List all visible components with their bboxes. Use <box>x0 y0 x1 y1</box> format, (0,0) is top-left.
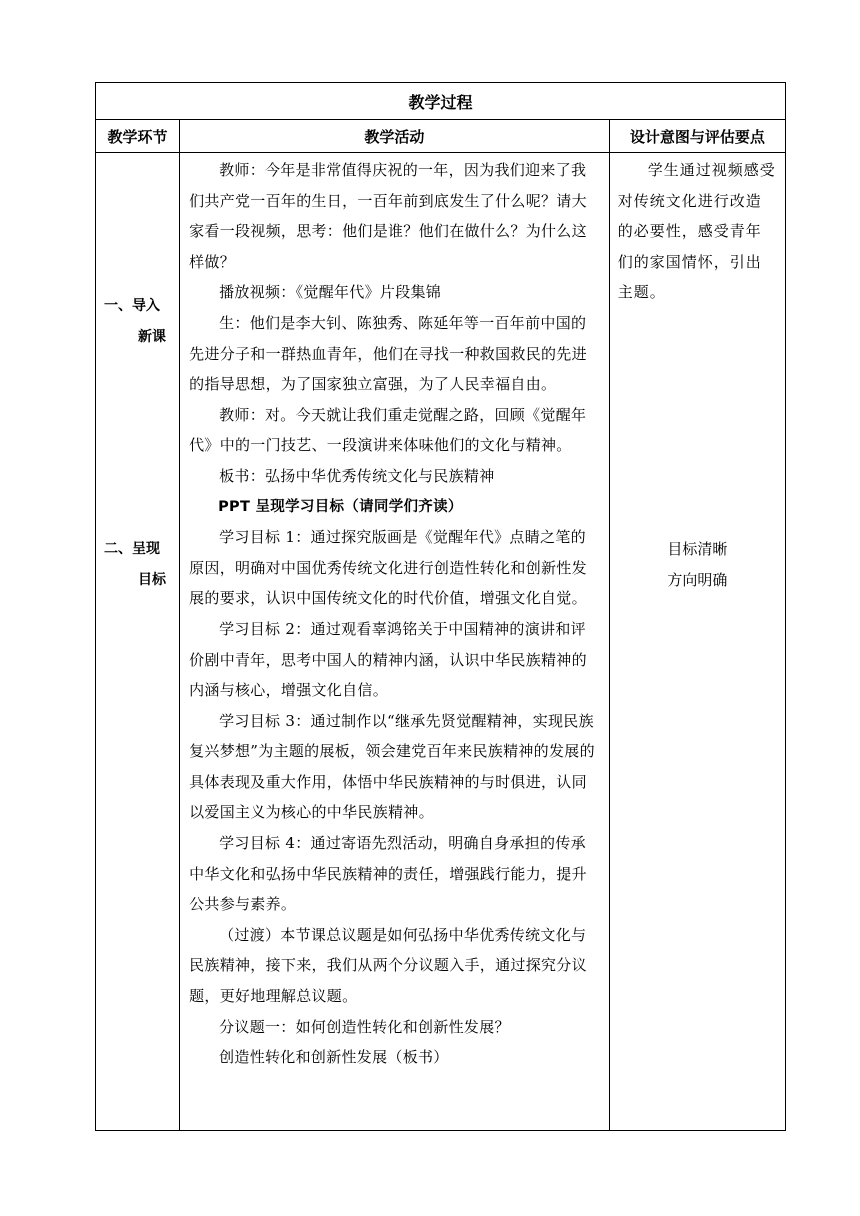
stage-intro <box>104 291 176 352</box>
activity-paragraph: 教师：对。今天就让我们重走觉醒之路，回顾《觉醒年代》中的一门技艺、一段演讲来体味他们的文化与精神。 <box>189 405 587 455</box>
activity-paragraph: （过渡）本节课总议题是如何弘扬中华优秀传统文化与民族精神，接下来，我们从两个分议题入手，通过探究分议题，更好地理解总议题。 <box>189 925 587 1006</box>
activity-paragraph: 教师：今年是非常值得庆祝的一年，因为我们迎来了我们共产党一百年的生日，一百年前到底发生了什么呢？请大家看一段视频，思考：他们是谁？他们在做什么？为什么这样做？ <box>189 161 587 271</box>
design-column <box>609 153 785 1131</box>
activity-paragraph: 学习目标 1：通过探究版画是《觉醒年代》点睛之笔的原因，明确对中国优秀传统文化进行创造性转化和创新性发展的要求，认识中国传统文化的时代价值，增强文化自觉。 <box>189 528 587 608</box>
activity-paragraph-heading: PPT 呈现学习目标（请同学们齐读） <box>218 498 463 515</box>
activity-paragraph: 学习目标 2：通过观看辜鸿铭关于中国精神的演讲和评价剧中青年，思考中国人的精神内涵，认识中华民族精神的内涵与核心，增强文化自信。 <box>189 619 587 700</box>
design-note-goals-line2: 方向明确 <box>667 570 728 589</box>
teaching-process-table <box>95 82 786 1131</box>
activity-paragraph: 板书：弘扬中华优秀传统文化与民族精神 <box>219 466 495 485</box>
stage-goals-line2: 目标 <box>138 571 166 588</box>
activity-paragraph: 学习目标 3：通过制作以“继承先贤觉醒精神，实现民族复兴梦想”为主题的展板，领会建党百年来民族精神的发展的具体表现及重大作用，体悟中华民族精神的与时俱进，认同以爱国主义为核心的中华民族精神。 <box>189 711 595 822</box>
header-activity: 教学活动 <box>180 120 610 153</box>
table-title: 教学过程 <box>96 83 786 120</box>
activity-column <box>180 153 610 1131</box>
stage-goals <box>104 534 176 595</box>
activity-paragraph: 分议题一：如何创造性转化和创新性发展？ <box>219 1017 510 1036</box>
stage-column <box>96 153 180 1131</box>
stage-goals-line1: 二、呈现 <box>104 541 160 557</box>
activity-paragraph: 生：他们是李大钊、陈独秀、陈延年等一百年前中国的先进分子和一群热血青年，他们在寻找一种救国救民的先进的指导思想，为了国家独立富强，为了人民幸福自由。 <box>189 313 587 394</box>
activity-paragraph: 学习目标 4：通过寄语先烈活动，明确自身承担的传承中华文化和弘扬中华民族精神的责任，增强践行能力，提升公共参与素养。 <box>189 834 587 914</box>
design-note-intro: 学生通过视频感受对传统文化进行改造的必要性，感受青年们的家国情怀，引出主题。 <box>617 161 776 302</box>
activity-paragraph: 创造性转化和创新性发展（板书） <box>219 1048 449 1067</box>
activity-paragraph: 播放视频：《觉醒年代》片段集锦 <box>219 283 442 302</box>
design-note-goals <box>610 534 785 595</box>
header-stage: 教学环节 <box>96 120 180 153</box>
design-note-goals-line1: 目标清晰 <box>667 540 728 558</box>
stage-intro-line1: 一、导入 <box>104 298 160 314</box>
header-design: 设计意图与评估要点 <box>609 120 785 153</box>
stage-intro-line2: 新课 <box>138 328 166 345</box>
